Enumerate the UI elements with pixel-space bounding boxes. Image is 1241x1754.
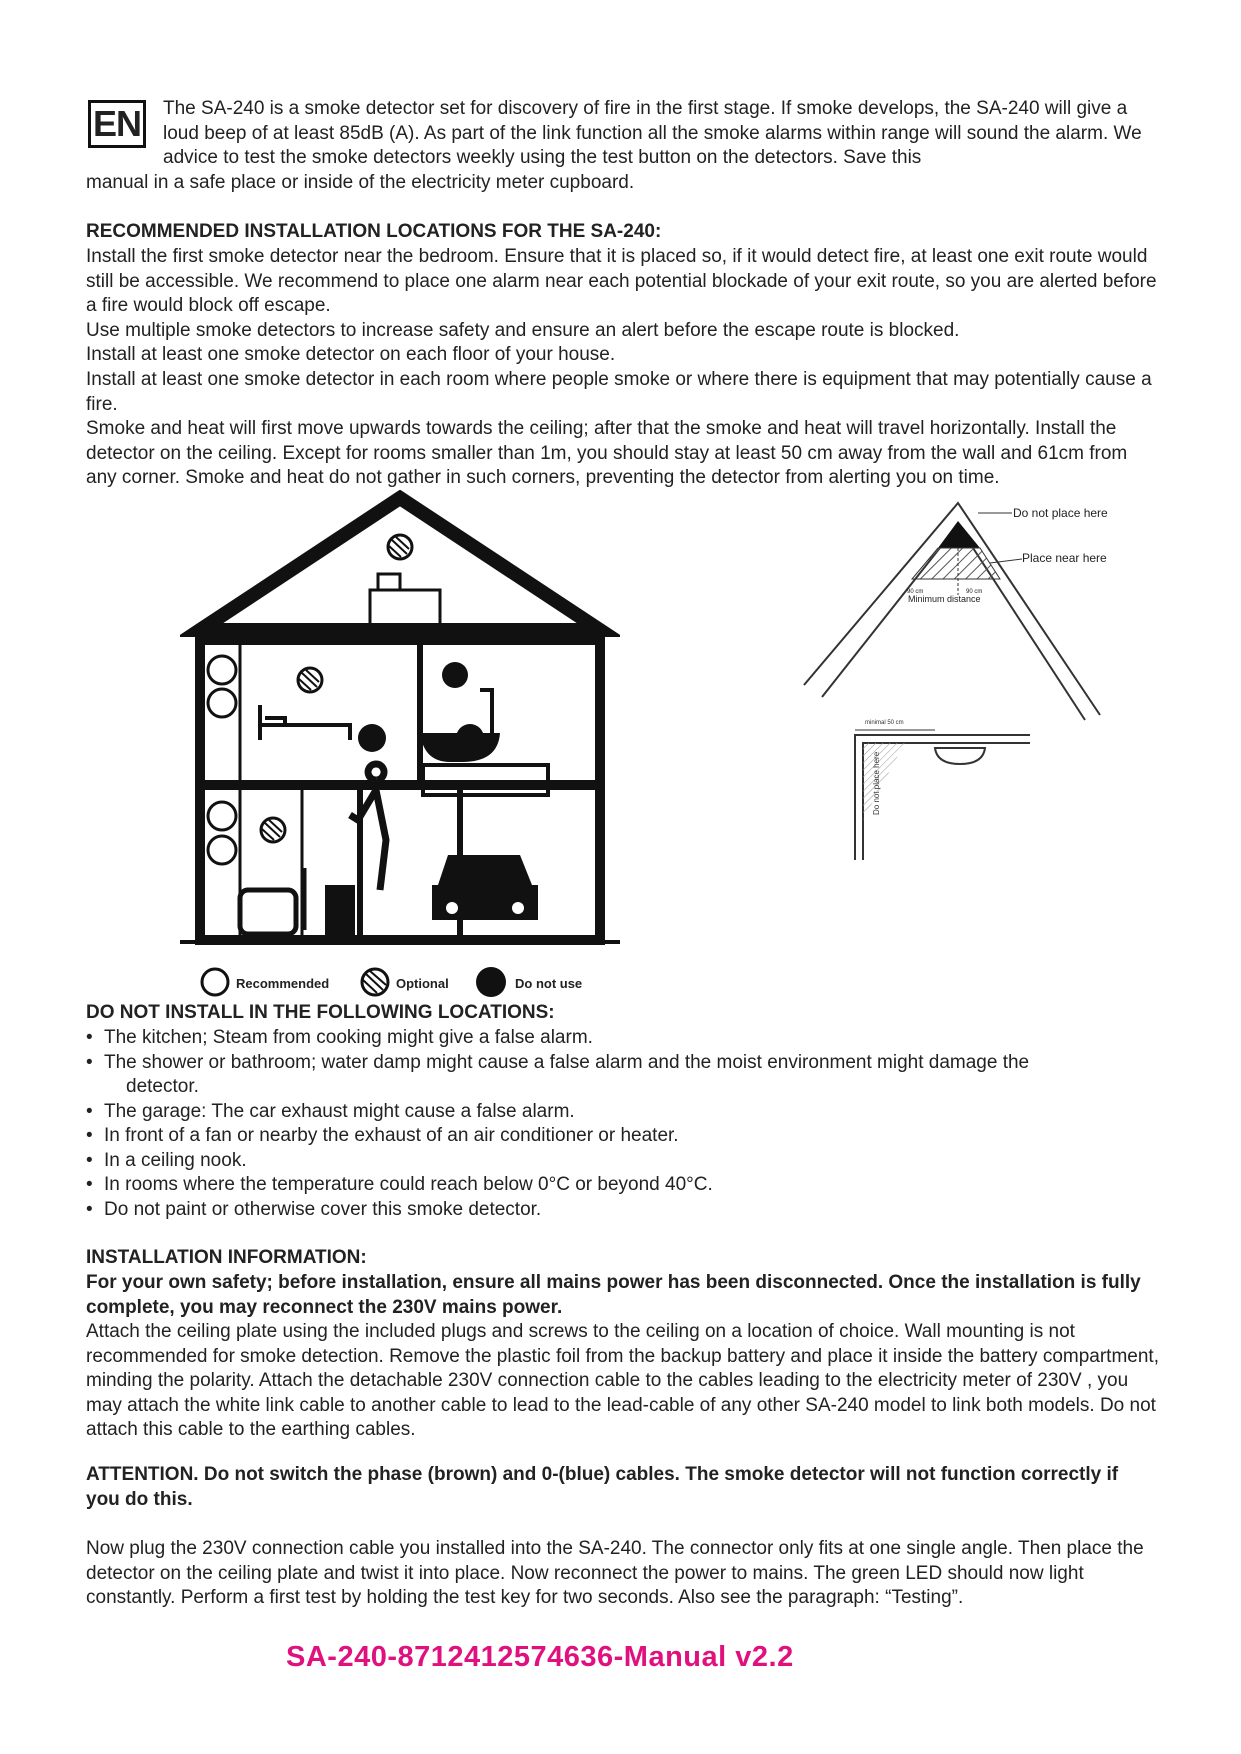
roof-distance-left: 90 cm <box>907 589 924 595</box>
recommended-heading: RECOMMENDED INSTALLATION LOCATIONS FOR THE SA-240: <box>86 221 662 242</box>
recommended-paragraph-1: Install the first smoke detector near the bedroom. Ensure that it is placed so, if it would detect fire, at least one exit route would still be accessible. We recommend to place one alarm near each potential blockade of your exit route, so you are alerted before a fire would block off escape. <box>86 246 1157 316</box>
list-item: • The garage: The car exhaust might cause a false alarm. <box>86 1100 1166 1125</box>
recommended-paragraph-3: Install at least one smoke detector on each floor of your house. <box>86 344 616 365</box>
document-footer-code: SA-240-8712412574636-Manual v2.2 <box>286 1641 794 1673</box>
installation-final-paragraph: Now plug the 230V connection cable you installed into the SA-240. The connector only fits at one single angle. Then place the detector on the ceiling plate and twist it into place. Now reconnect the power to mains. The green LED should now light constantly. Perform a first test by holding the test key for two seconds. Also see the paragraph: “Testing”. <box>86 1538 1144 1608</box>
legend-do-not-use-label: Do not use <box>515 976 583 991</box>
list-item: • Do not paint or otherwise cover this smoke detector. <box>86 1198 1166 1223</box>
ceiling-detector-icon <box>935 748 985 764</box>
do-not-install-list <box>86 1026 1166 1222</box>
house-diagram <box>180 490 620 1010</box>
stairs-exit-icon-2 <box>208 836 236 864</box>
list-item: • In front of a fan or nearby the exhaust of an air conditioner or heater. <box>86 1124 1166 1149</box>
list-item: • In a ceiling nook. <box>86 1149 1166 1174</box>
stove-icon <box>325 885 355 935</box>
recommended-paragraph-4: Install at least one smoke detector in each room where people smoke or where there is equipment that may potentially cause a fire. <box>86 369 1152 415</box>
armchair-icon <box>240 890 296 934</box>
installation-safety-note: For your own safety; before installation, ensure all mains power has been disconnected. Once the installation is fully complete, you may reconnect the 230V mains power. <box>86 1272 1141 1318</box>
list-item: • The shower or bathroom; water damp might cause a false alarm and the moist environment might damage the detector. <box>86 1051 1166 1100</box>
wall-corner-diagram <box>845 710 1045 860</box>
attention-note: ATTENTION. Do not switch the phase (brown) and 0-(blue) cables. The smoke detector will not function correctly if you do this. <box>86 1464 1119 1510</box>
kitchen-black-detector-icon <box>358 724 386 752</box>
stairs-exit-icon <box>208 689 236 717</box>
legend-do-not-use-icon <box>476 967 506 997</box>
corner-minimal-distance: minimal 50 cm <box>865 720 904 726</box>
roof-place-near-zone <box>912 548 1000 579</box>
roof-label-do-not-place: Do not place here <box>1013 506 1108 520</box>
recommended-paragraph-5: Smoke and heat will first move upwards towards the ceiling; after that the smoke and heat will travel horizontally. Install the detector on the ceiling. Except for rooms smaller than 1m, you should stay at least 50 cm away from the wall and 61cm from any corner. Smoke and heat do not gather in such corners, preventing the detector from alerting you on time. <box>86 418 1128 488</box>
intro-text: The SA-240 is a smoke detector set for discovery of fire in the first stage. If smoke develops, the SA-240 will give a loud beep of at least 85dB (A). As part of the link function all the smoke alarms within range will sound the alarm. We advice to test the smoke detectors weekly using the test button on the detectors. Save this <box>163 98 1142 168</box>
do-not-install-heading: DO NOT INSTALL IN THE FOLLOWING LOCATIONS: <box>86 1002 555 1023</box>
legend-recommended-icon <box>202 969 228 995</box>
intro-text-last-line: manual in a safe place or inside of the electricity meter cupboard. <box>86 172 635 193</box>
stairs-recommended-detector-icon-2 <box>208 802 236 830</box>
roof-label-place-near: Place near here <box>1022 551 1107 565</box>
corner-label-do-not-place: Do not place here <box>872 751 881 815</box>
bed-icon <box>260 705 350 740</box>
installation-body: Attach the ceiling plate using the included plugs and screws to the ceiling on a location of choice. Wall mounting is not recommended for smoke detection. Remove the plastic foil from the backup battery and place it inside the battery compartment, minding the polarity. Attach the detachable 230V connection cable to the cables leading to the electricity meter of 230V , you may attach the white link cable to another cable to lead to the lead-cable of any other SA-240 model to link both models. Do not attach this cable to the earthing cables. <box>86 1321 1159 1440</box>
list-item: • In rooms where the temperature could reach below 0°C or beyond 40°C. <box>86 1173 1166 1198</box>
garage-do-not-use-icon <box>456 724 484 752</box>
bathroom-do-not-use-icon <box>442 662 468 688</box>
roof-distance-right: 90 cm <box>966 589 983 595</box>
legend-optional-label: Optional <box>396 976 449 991</box>
house-roof <box>200 498 600 630</box>
legend-recommended-label: Recommended <box>236 976 330 991</box>
language-badge: EN <box>88 100 146 148</box>
recommended-paragraph-2: Use multiple smoke detectors to increase safety and ensure an alert before the escape route is blocked. <box>86 320 960 341</box>
roof-placement-diagram <box>800 495 1130 725</box>
roof-minimum-distance: Minimum distance <box>908 594 981 604</box>
installation-heading: INSTALLATION INFORMATION: <box>86 1247 367 1268</box>
list-item: • The kitchen; Steam from cooking might give a false alarm. <box>86 1026 1166 1051</box>
stairs-recommended-detector-icon <box>208 656 236 684</box>
